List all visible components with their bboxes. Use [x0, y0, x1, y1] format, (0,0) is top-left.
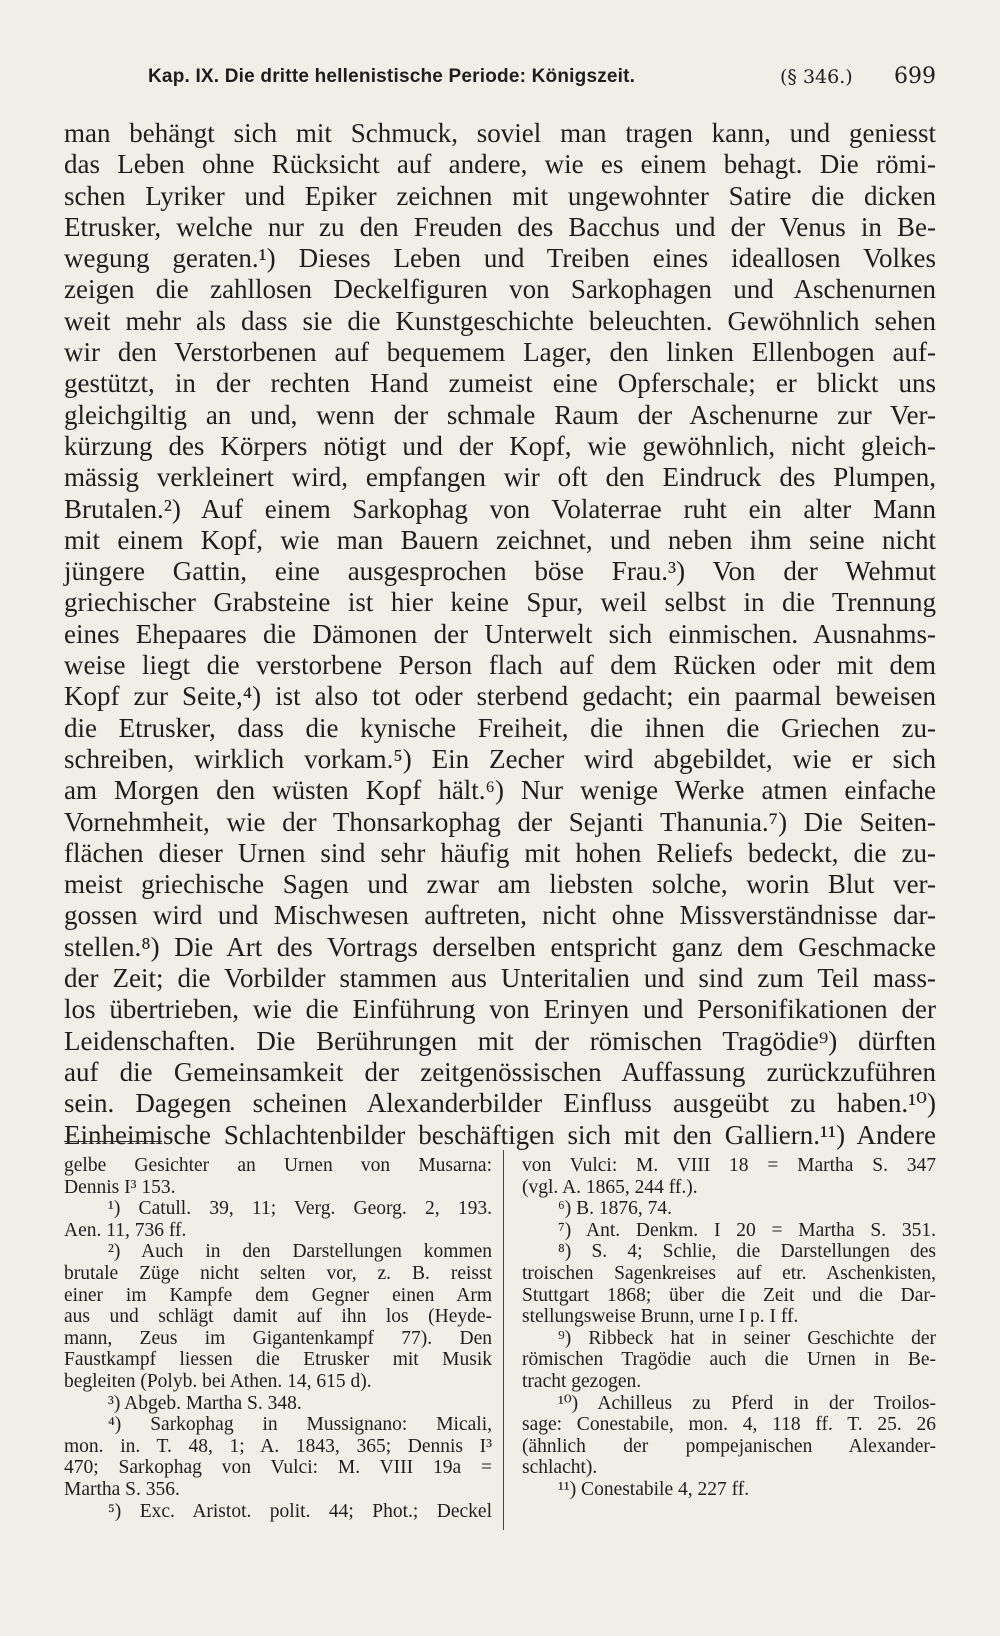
text-line: auf die Gemeinsamkeit der zeitgenössischen Auffassung zurückzuführen [64, 1056, 936, 1087]
footnote-line: ¹) Catull. 39, 11; Verg. Georg. 2, 193. [108, 1198, 492, 1220]
footnote-line: ⁵) Exc. Aristot. polit. 44; Phot.; Deckel [108, 1500, 492, 1522]
text-line: mit einem Kopf, wie man Bauern zeichnet, und neben ihm seine nicht [64, 524, 936, 555]
text-line: sein. Dagegen scheinen Alexanderbilder Einfluss ausgeübt zu haben.¹⁰) [64, 1088, 936, 1119]
main-text [64, 118, 936, 1151]
text-line: schreiben, wirklich vorkam.⁵) Ein Zecher wird abgebildet, wie er sich [64, 743, 936, 774]
text-line: der Zeit; die Vorbilder stammen aus Unteritalien und sind zum Teil mass- [64, 963, 936, 994]
text-line: Etrusker, welche nur zu den Freuden des Bacchus und der Venus in Be- [64, 211, 936, 242]
text-line: los übertrieben, wie die Einführung von Erinyen und Personifikationen der [64, 994, 936, 1025]
text-line: Einheimische Schlachtenbilder beschäftigen sich mit den Galliern.¹¹) Andere [64, 1119, 936, 1150]
text-line: Brutalen.²) Auf einem Sarkophag von Volaterrae ruht ein alter Mann [64, 493, 936, 524]
text-line: meist griechische Sagen und zwar am liebsten solche, worin Blut ver- [64, 869, 936, 900]
text-line: kürzung des Körpers nötigt und der Kopf, wie gewöhnlich, nicht gleich- [64, 430, 936, 461]
footnote-line: troischen Sagenkreises auf etr. Aschenkisten, [522, 1262, 936, 1284]
text-line: Kopf zur Seite,⁴) ist also tot oder sterbend gedacht; ein paarmal beweisen [64, 681, 936, 712]
footnote-line: Dennis I³ 153. [64, 1176, 176, 1198]
footnote-line: römischen Tragödie auch die Urnen in Be- [522, 1349, 936, 1371]
text-line: schen Lyriker und Epiker zeichnen mit ungewohnter Satire die dicken [64, 180, 936, 211]
text-line: zeigen die zahllosen Deckelfiguren von Sarkophagen und Aschenurnen [64, 274, 936, 305]
footnotes-left-column [64, 1155, 492, 1522]
footnote-line: mann, Zeus im Gigantenkampf 77). Den [64, 1327, 492, 1349]
text-line: weit mehr als dass sie die Kunstgeschichte beleuchten. Gewöhnlich sehen [64, 305, 936, 336]
footnote-line: einer im Kampfe dem Gegner einen Arm [64, 1284, 492, 1306]
text-line: gestützt, in der rechten Hand zumeist eine Opferschale; er blickt uns [64, 368, 936, 399]
section-number: (§ 346.) [780, 66, 853, 88]
text-line: jüngere Gattin, eine ausgesprochen böse Frau.³) Von der Wehmut [64, 556, 936, 587]
running-header [148, 64, 936, 96]
text-line: das Leben ohne Rücksicht auf andere, wie es einem behagt. Die römi- [64, 149, 936, 180]
footnote-line: aus und schlägt damit auf ihn los (Heyde- [64, 1306, 492, 1328]
text-line: am Morgen den wüsten Kopf hält.⁶) Nur wenige Werke atmen einfache [64, 775, 936, 806]
text-line: gleichgiltig an und, wenn der schmale Raum der Aschenurne zur Ver- [64, 399, 936, 430]
footnote-line: 470; Sarkophag von Vulci: M. VIII 19a = [64, 1457, 492, 1479]
footnote-line: Martha S. 356. [64, 1478, 180, 1500]
footnote-rule [64, 1141, 162, 1142]
footnote-line: ¹¹) Conestabile 4, 227 ff. [558, 1478, 750, 1500]
text-line: flächen dieser Urnen sind sehr häufig mit hohen Reliefs bedeckt, die zu- [64, 837, 936, 868]
footnote-line: brutale Züge nicht selten vor, z. B. reisst [64, 1262, 492, 1284]
text-line: weise liegt die verstorbene Person flach auf dem Rücken oder mit dem [64, 650, 936, 681]
text-line: stellen.⁸) Die Art des Vortrags derselben entspricht ganz dem Geschmacke [64, 931, 936, 962]
text-line: man behängt sich mit Schmuck, soviel man tragen kann, und geniesst [64, 118, 936, 148]
footnote-line: ²) Auch in den Darstellungen kommen [108, 1241, 492, 1263]
footnote-line: stellungsweise Brunn, urne I p. I ff. [522, 1306, 799, 1328]
footnotes-right-column [522, 1155, 936, 1501]
footnote-line: begleiten (Polyb. bei Athen. 14, 615 d). [64, 1370, 372, 1392]
chapter-title: Kap. IX. Die dritte hellenistische Periode: Königszeit. [148, 66, 636, 87]
footnote-line: Faustkampf liessen die Etrusker mit Musik [64, 1349, 492, 1371]
footnote-line: mon. in. T. 48, 1; A. 1843, 365; Dennis I³ [64, 1435, 492, 1457]
footnote-line: ³) Abgeb. Martha S. 348. [108, 1392, 302, 1414]
footnote-line: ⁷) Ant. Denkm. I 20 = Martha S. 351. [558, 1219, 936, 1241]
footnote-line: ⁹) Ribbeck hat in seiner Geschichte der [558, 1327, 936, 1349]
footnote-line: gelbe Gesichter an Urnen von Musarna: [64, 1155, 492, 1176]
text-line: die Etrusker, dass die kynische Freiheit, die ihnen die Griechen zu- [64, 712, 936, 743]
footnote-line: Aen. 11, 736 ff. [64, 1219, 187, 1241]
footnote-line: schlacht). [522, 1457, 598, 1479]
text-line: Leidenschaften. Die Berührungen mit der römischen Tragödie⁹) dürften [64, 1025, 936, 1056]
page-number: 699 [894, 64, 936, 89]
footnote-line: Stuttgart 1868; über die Zeit und die Dar- [522, 1284, 936, 1306]
footnote-line: ¹⁰) Achilleus zu Pferd in der Troilos- [558, 1392, 936, 1414]
text-line: Vornehmheit, wie der Thonsarkophag der Sejanti Thanunia.⁷) Die Seiten- [64, 806, 936, 837]
footnote-line: ⁶) B. 1876, 74. [558, 1198, 673, 1220]
text-line: eines Ehepaares die Dämonen der Unterwelt sich einmischen. Ausnahms- [64, 618, 936, 649]
text-line: griechischer Grabsteine ist hier keine Spur, weil selbst in die Trennung [64, 587, 936, 618]
footnote-line: tracht gezogen. [522, 1370, 642, 1392]
footnote-line: von Vulci: M. VIII 18 = Martha S. 347 [522, 1155, 936, 1176]
footnote-column-divider [503, 1150, 504, 1530]
footnote-line: ⁸) S. 4; Schlie, die Darstellungen des [558, 1241, 936, 1263]
text-line: wegung geraten.¹) Dieses Leben und Treiben eines ideallosen Volkes [64, 243, 936, 274]
text-line: gossen wird und Mischwesen auftreten, nicht ohne Missverständnisse dar- [64, 900, 936, 931]
text-line: wir den Verstorbenen auf bequemem Lager, den linken Ellenbogen auf- [64, 337, 936, 368]
footnote-line: ⁴) Sarkophag in Mussignano: Micali, [108, 1414, 492, 1436]
text-line: mässig verkleinert wird, empfangen wir oft den Eindruck des Plumpen, [64, 462, 936, 493]
footnote-line: (ähnlich der pompejanischen Alexander- [522, 1435, 936, 1457]
footnote-line: sage: Conestabile, mon. 4, 118 ff. T. 25. 26 [522, 1414, 936, 1436]
footnote-line: (vgl. A. 1865, 244 ff.). [522, 1176, 698, 1198]
